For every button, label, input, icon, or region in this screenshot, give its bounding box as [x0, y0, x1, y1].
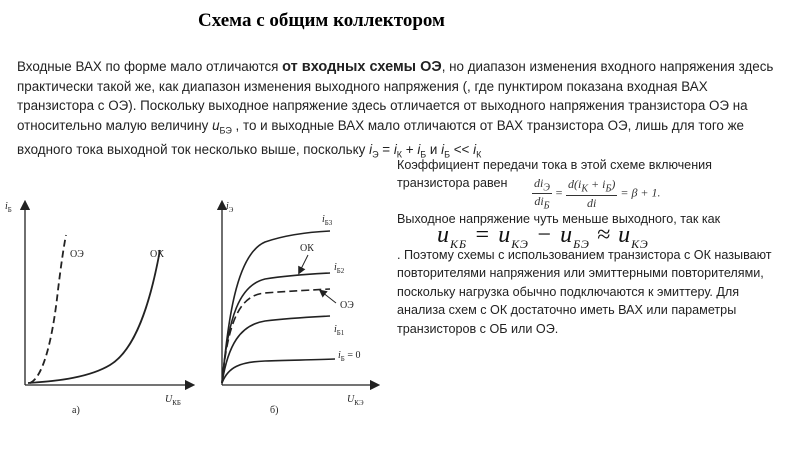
frac2-num	[566, 177, 617, 195]
f-d1: di	[534, 194, 544, 209]
bf-a: u	[437, 222, 450, 248]
rel-sub2: К	[396, 150, 403, 161]
ube-symbol: u	[212, 117, 220, 133]
summary-label: . Поэтому схемы с использованием транзистора с ОК называют повторителями напряжения или эмиттерными повторителями, поскольку нагрузка обычно подключаются к эмиттеру. Для анализа схем с ОК достаточно иметь ВАХ или параметры транзисторов с ОБ или ОЭ.	[397, 248, 772, 336]
bf-cs: БЭ	[573, 236, 590, 251]
gb-y: i	[226, 201, 229, 212]
current-gain-formula	[532, 176, 661, 212]
rel-i4: i	[441, 142, 445, 158]
f-n2c: )	[611, 177, 616, 192]
gb-ib1s: Б1	[336, 329, 345, 337]
graph-b-ok-label: ОК	[300, 243, 314, 254]
graph-b-oe-arrow	[322, 292, 336, 303]
graph-a-oe-label: ОЭ	[70, 249, 84, 260]
bf-minus: −	[528, 222, 561, 248]
f-n1s: Э	[543, 182, 550, 194]
f-n1: di	[534, 176, 544, 190]
intro-text-1: Входные ВАХ по форме мало отличаются	[17, 59, 283, 74]
frac-die-dib	[532, 176, 552, 212]
f-d1s: Б	[543, 200, 550, 212]
ga-y: i	[5, 201, 8, 212]
coef-label: Коэффициент передачи тока в этой схеме включения транзистора равен	[397, 158, 712, 191]
graph-b-ib1-label	[334, 324, 345, 337]
gb-ib3s: Б3	[324, 219, 333, 227]
ube-subscript: БЭ	[219, 125, 232, 136]
bf-b: u	[498, 222, 512, 248]
graph-b-oe-label: ОЭ	[340, 300, 354, 311]
ga-x: U	[165, 394, 173, 405]
curve-b-ib1	[222, 316, 330, 383]
rel-i3: i	[417, 142, 421, 158]
rel-sub4: Б	[444, 150, 451, 161]
rel-lt: <<	[450, 142, 474, 158]
rel-sub3: Б	[420, 150, 427, 161]
gb-xs: КЭ	[354, 399, 364, 407]
f-n2s: К	[581, 183, 588, 195]
gb-ib0s: Б	[340, 355, 345, 363]
graph-b-caption: б)	[270, 405, 279, 416]
graph-a-ok-label: ОК	[150, 249, 164, 260]
bf-d: u	[618, 222, 632, 248]
gb-ib0: i	[338, 350, 341, 361]
bf-eq: =	[467, 222, 499, 248]
curve-a-oe	[30, 235, 66, 383]
gb-ib0v: = 0	[344, 350, 361, 361]
graph-b-ib0-label	[338, 350, 360, 363]
rel-plus: +	[402, 142, 418, 158]
frac2-den	[566, 196, 617, 211]
graph-a-x-label	[165, 394, 181, 407]
graph-a	[5, 201, 190, 416]
gb-ib2: i	[334, 262, 337, 273]
curve-a-ok	[28, 250, 160, 383]
gb-ib1: i	[334, 324, 337, 335]
page-title: Схема с общим коллектором	[198, 10, 445, 31]
graph-b-ib2-label	[334, 262, 345, 275]
bf-c: u	[560, 222, 574, 248]
gb-ib2s: Б2	[336, 267, 345, 275]
bf-approx: ≈	[589, 222, 619, 248]
f-eq1: =	[554, 185, 564, 200]
ga-xs: КБ	[172, 399, 181, 407]
gb-ys: Э	[228, 206, 234, 214]
curve-b-ib0	[222, 359, 335, 383]
rel-sub5: К	[476, 150, 482, 161]
rel-sub1: Э	[372, 150, 379, 161]
bf-as: КБ	[450, 236, 468, 251]
rel-eq: =	[378, 142, 394, 158]
gb-ib3: i	[322, 214, 325, 225]
frac1-num	[532, 176, 552, 194]
rel-and: и	[426, 142, 442, 158]
intro-text-3: , то и выходные ВАХ мало отличаются от ВАХ транзистора ОЭ, лишь для того же входного тока выходной ток несколько выше, поскольку	[17, 117, 744, 158]
graph-b-ib3-label	[322, 214, 333, 227]
graph-a-y-label	[5, 201, 12, 214]
f-tail: = β + 1.	[620, 185, 661, 200]
characteristics-graphs	[0, 195, 395, 430]
f-n2b: + i	[588, 177, 606, 192]
graph-b-y-label	[226, 201, 234, 214]
graph-a-caption: а)	[72, 405, 80, 416]
graph-b	[222, 201, 375, 416]
intro-text-2: , но диапазон изменения входного напряжения здесь практически такой же, как диапазон изменения выходного напряжения (, где пунктиром показана входная ВАХ транзистора с ОЭ). Поскольку выходное напряжение здесь отличается от выходного напряжения транзистора ОЭ на относительно малую величину	[17, 59, 774, 133]
rel-i1: i	[369, 142, 373, 158]
f-n2: d(i	[568, 177, 582, 192]
frac-dsum	[566, 177, 617, 210]
bf-bs: КЭ	[511, 236, 529, 251]
rel-i2: i	[393, 142, 397, 158]
intro-bold: от входных схемы ОЭ	[282, 59, 442, 75]
rel-i5: i	[473, 142, 477, 158]
gb-x: U	[347, 394, 355, 405]
out-voltage-label: Выходное напряжение чуть меньше выходного, так как	[397, 212, 721, 226]
summary-text	[397, 246, 782, 338]
f-n2bs: Б	[605, 183, 612, 195]
ga-ys: Б	[7, 206, 12, 214]
f-d2: di	[587, 195, 597, 210]
bf-ds: КЭ	[631, 236, 649, 251]
intro-paragraph	[17, 57, 787, 165]
graph-b-x-label	[347, 394, 364, 407]
graph-b-ok-arrow	[300, 255, 308, 271]
